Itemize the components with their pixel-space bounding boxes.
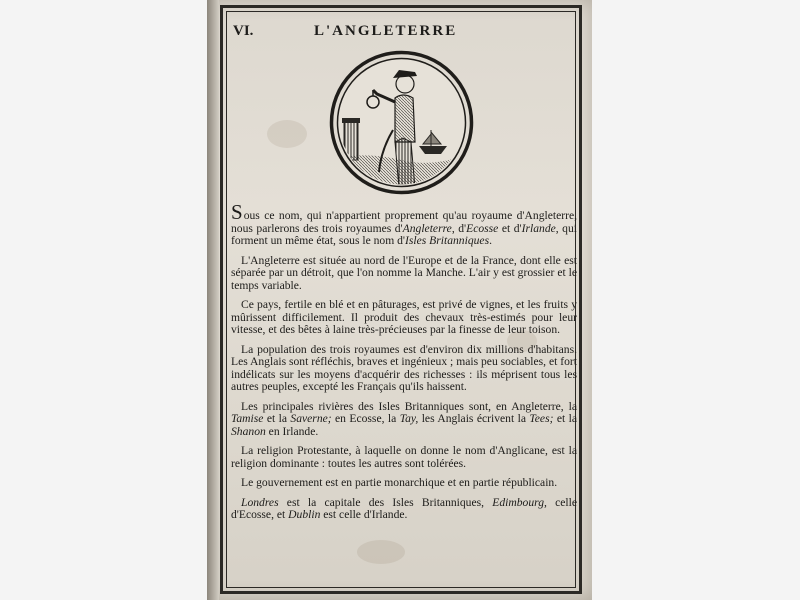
- card-header: [230, 23, 570, 45]
- paragraph-government: Le gouvernement est en partie monarchique et en partie républicain.: [241, 476, 558, 489]
- paragraph-location: L'Angleterre est située au nord de l'Europe et de la France, dont elle est séparée par un détroit, que l'on nomme la Manche. L'air y est grossier et le temps variable.: [231, 253, 577, 292]
- medallion-engraving: [329, 50, 474, 195]
- dropcap: S: [231, 200, 243, 224]
- text-italic: Shanon: [231, 424, 266, 438]
- text-italic: Tamise: [231, 412, 264, 425]
- text-span: et la: [553, 412, 578, 425]
- playing-card: [207, 0, 592, 600]
- text-italic: Irlande: [521, 221, 556, 235]
- text-span: en Irlande.: [265, 424, 319, 438]
- text-span: .: [489, 234, 492, 247]
- text-span: les Anglais écrivent la: [418, 412, 530, 425]
- text-span: Les principales rivières des Isles Britanniques sont, en Angleterre, la: [241, 399, 577, 413]
- text-italic: Edimbourg,: [492, 495, 547, 509]
- text-italic: Saverne;: [290, 412, 332, 425]
- text-span: , d': [451, 221, 467, 235]
- text-span: est celle d'Irlande.: [320, 508, 408, 521]
- paragraph-religion: La religion Protestante, à laquelle on donne le nom d'Anglicane, est la religion dominante : toutes les autres sont tolérées.: [231, 444, 577, 470]
- chapter-numeral: VI.: [233, 23, 254, 39]
- figure-coat: [395, 95, 415, 142]
- paragraph-rivers: [231, 401, 577, 439]
- text-italic: Tees;: [529, 412, 554, 425]
- text-italic: Tay,: [399, 412, 419, 425]
- text-span: celle d'Ecosse, et: [231, 495, 578, 521]
- text-span: ous ce nom, qui n'appartient proprement qu'au royaume d'Angleterre, nous parlerons des trois royaumes d': [231, 209, 577, 235]
- text-italic: Ecosse: [466, 221, 499, 235]
- card-text: [231, 200, 578, 529]
- text-italic: Angleterre: [402, 221, 452, 235]
- text-italic: Dublin: [288, 508, 321, 521]
- text-span: , qui forment un même état, sous le nom d': [231, 221, 577, 247]
- text-span: est la capitale des Isles Britanniques,: [278, 495, 493, 509]
- paragraph-country: Ce pays, fertile en blé et en pâturages, est privé de vignes, et les fruits y mûrissent difficilement. Il produit des chevaux très-estimés pour leur vitesse, et des bêtes à laine très-précieuses par la finesse de leur toison.: [231, 298, 577, 336]
- paragraph-intro: [231, 200, 577, 248]
- text-italic: Londres: [241, 495, 279, 509]
- card-title: L'ANGLETERRE: [314, 23, 458, 39]
- text-span: et la: [263, 412, 291, 425]
- paragraph-capitals: [231, 497, 577, 522]
- paragraph-population: La population des trois royaumes est d'environ dix millions d'habitans. Les Anglais sont réfléchis, braves et ingénieux ; mais peu sociables, et fort indélicats sur les moyens d'acquérir des richesses : ils méprisent tous les autres peuples, excepté les Français qu'ils haissent.: [231, 342, 577, 393]
- figure-head: [396, 75, 414, 93]
- text-italic: Isles Britanniques: [405, 234, 490, 247]
- text-span: et d': [498, 221, 522, 235]
- text-span: en Ecosse, la: [331, 412, 400, 425]
